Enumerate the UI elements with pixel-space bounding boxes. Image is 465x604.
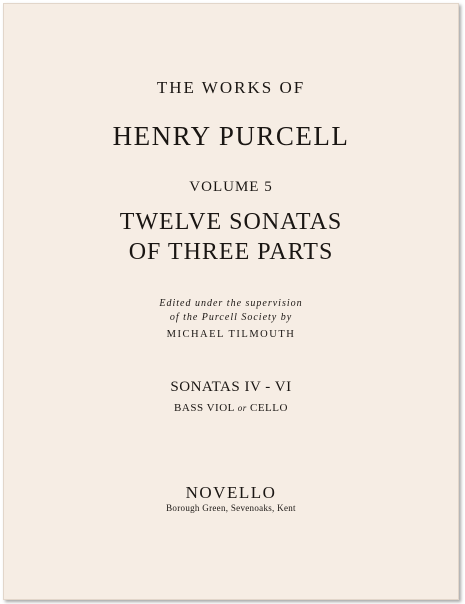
edited-note-line-1: Edited under the supervision [159,298,303,309]
instrument-or: or [237,403,247,413]
editor-name: MICHAEL TILMOUTH [166,329,296,340]
instrument-b: CELLO [250,402,288,414]
series-heading: THE WORKS OF [156,78,306,97]
edited-note-line-2: of the Purcell Society by [169,312,293,323]
work-title-line-2: OF THREE PARTS [128,239,334,265]
publisher-name: NOVELLO [185,483,277,502]
instrument-a: BASS VIOL [174,402,235,414]
score-cover-page [3,3,459,600]
volume-number: VOLUME 5 [189,179,273,195]
composer-name: HENRY PURCELL [112,121,350,151]
publisher-address: Borough Green, Sevenoaks, Kent [166,503,296,513]
sonatas-range: SONATAS IV - VI [170,379,292,395]
work-title-line-1: TWELVE SONATAS [119,209,343,235]
instrument-part [4,402,458,414]
